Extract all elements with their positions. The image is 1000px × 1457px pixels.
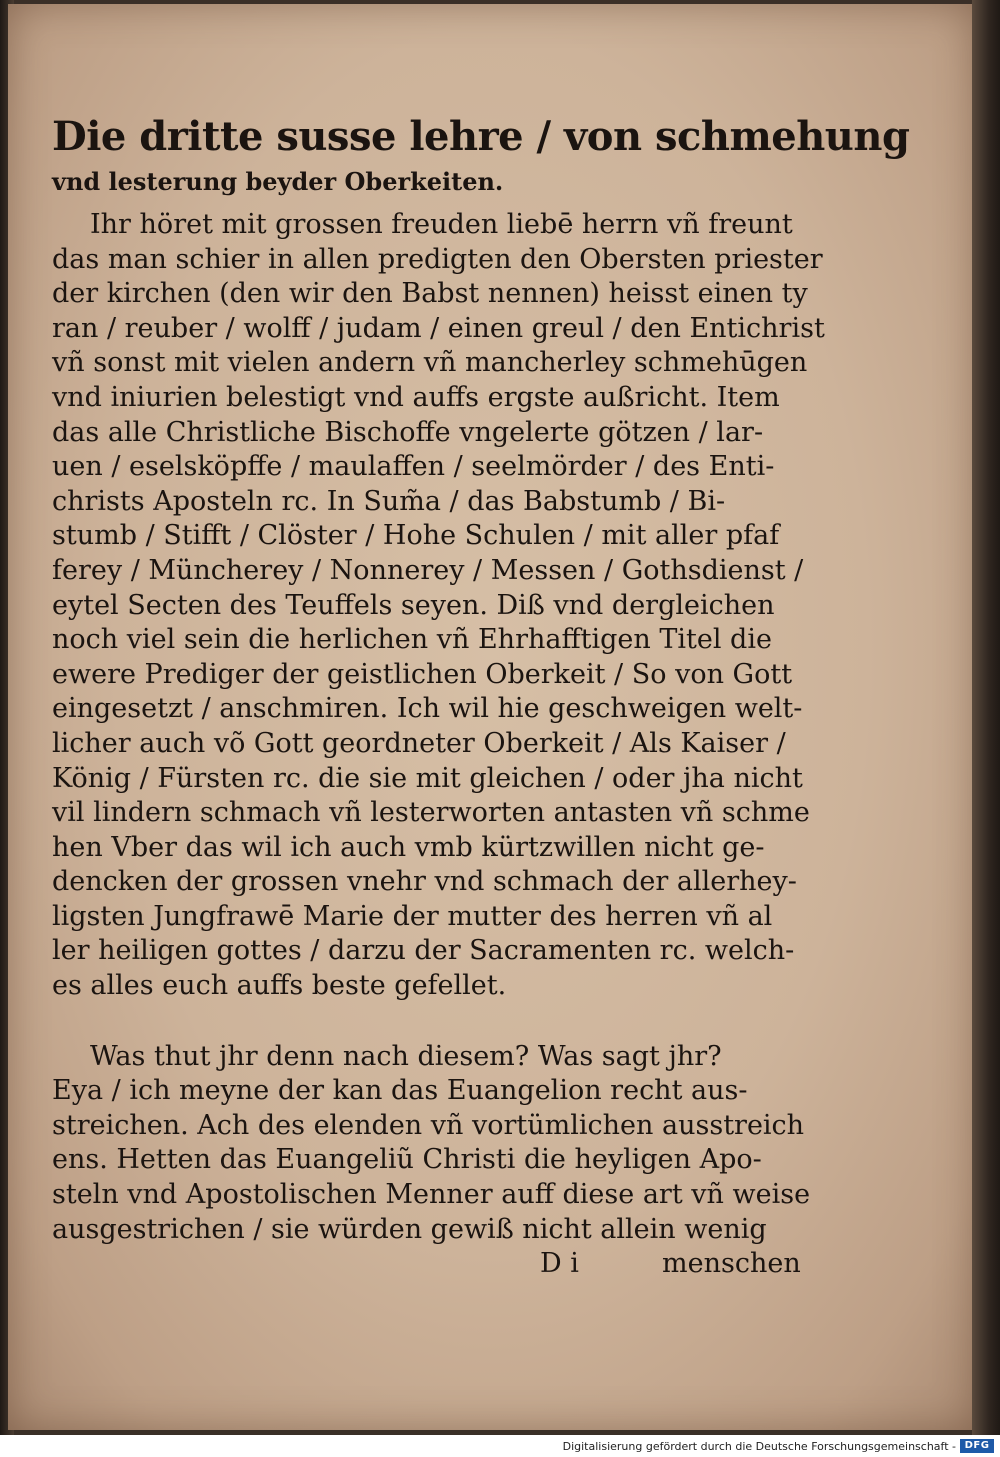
text-line: ler heiligen gottes / darzu der Sacramenten rc. welch- — [52, 935, 795, 967]
text-line: Eya / ich meyne der kan das Euangelion recht aus- — [52, 1075, 748, 1107]
text-line: der kirchen (den wir den Babst nennen) heisst einen ty — [52, 278, 808, 310]
text-line: christs Aposteln rc. In Sum̃a / das Babstumb / Bi- — [52, 485, 726, 517]
footer-credit: Digitalisierung gefördert durch die Deutsche Forschungsgemeinschaft - — [562, 1440, 956, 1453]
paragraph-2 — [52, 1040, 812, 1248]
text-line: uen / eselsköpffe / maulaffen / seelmörder / des Enti- — [52, 451, 775, 483]
text-line: noch viel sein die herlichen vñ Ehrhafftigen Titel die — [52, 624, 772, 656]
text-line: ligsten Jungfrawē Marie der mutter des herren vñ al — [52, 900, 773, 932]
text-line: vñ sonst mit vielen andern vñ mancherley schmehūgen — [52, 347, 808, 379]
text-line: vil lindern schmach vñ lesterworten antasten vñ schme — [52, 797, 810, 829]
section-heading: Die dritte susse lehre / von schmehung — [52, 113, 910, 160]
page-text — [52, 110, 910, 1281]
text-line: stumb / Stifft / Clöster / Hohe Schulen / mit aller pfaf — [52, 520, 780, 552]
text-line: vnd iniurien belestigt vnd auffs ergste außricht. Item — [52, 381, 780, 413]
text-line: hen Vber das wil ich auch vmb kürtzwillen nicht ge- — [52, 831, 765, 863]
signature-mark: D i — [540, 1248, 579, 1280]
section-subheading: vnd lesterung beyder Oberkeiten. — [52, 167, 504, 196]
text-line: eytel Secten des Teuffels seyen. Diß vnd dergleichen — [52, 589, 775, 621]
paragraph-gap — [52, 1004, 812, 1040]
book-binding-edge — [972, 0, 1000, 1435]
text-line: Was thut jhr denn nach diesem? Was sagt jhr? — [90, 1040, 722, 1072]
text-line: streichen. Ach des elenden vñ vortümlichen ausstreich — [52, 1109, 805, 1141]
text-line: es alles euch auffs beste gefellet. — [52, 970, 507, 1002]
text-line: dencken der grossen vnehr vnd schmach der allerhey- — [52, 866, 797, 898]
catchword: menschen — [662, 1248, 801, 1280]
text-line: ausgestrichen / sie würden gewiß nicht allein wenig — [52, 1213, 767, 1245]
text-line: eingesetzt / anschmiren. Ich wil hie geschweigen welt- — [52, 693, 803, 725]
text-line: steln vnd Apostolischen Menner auff diese art vñ weise — [52, 1179, 811, 1211]
catchline — [52, 1247, 812, 1281]
text-line: das alle Christliche Bischoffe vngelerte götzen / lar- — [52, 416, 764, 448]
digitization-footer — [0, 1435, 1000, 1457]
text-line: König / Fürsten rc. die sie mit gleichen / oder jha nicht — [52, 762, 803, 794]
text-line: ran / reuber / wolff / judam / einen greul / den Entichrist — [52, 312, 825, 344]
dfg-logo: DFG — [960, 1439, 994, 1453]
text-line: ferey / Müncherey / Nonnerey / Messen / Gothsdienst / — [52, 554, 804, 586]
text-line: das man schier in allen predigten den Obersten priester — [52, 243, 823, 275]
text-line: ens. Hetten das Euangeliũ Christi die heyligen Apo- — [52, 1144, 762, 1176]
text-line: ewere Prediger der geistlichen Oberkeit / So von Gott — [52, 658, 793, 690]
text-line: Ihr höret mit grossen freuden liebē herrn vñ freunt — [90, 209, 793, 240]
text-line: licher auch võ Gott geordneter Oberkeit / Als Kaiser / — [52, 727, 786, 759]
paragraph-1 — [52, 208, 825, 1004]
